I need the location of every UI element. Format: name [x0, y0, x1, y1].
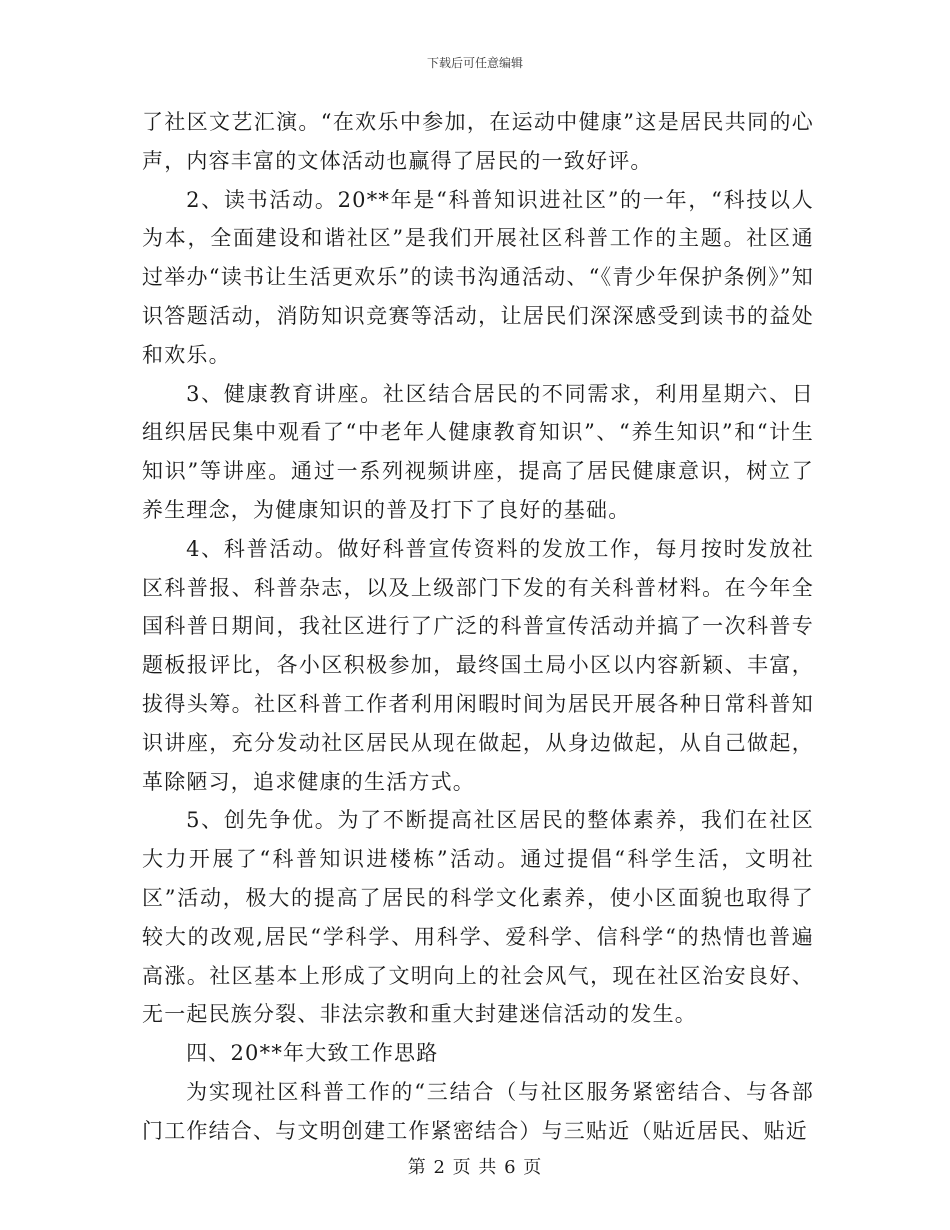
paragraph: 为实现社区科普工作的“三结合（与社区服务紧密结合、与各部门工作结合、与文明创建工作紧密结合）与三贴近（贴近居民、贴近: [142, 1079, 814, 1143]
paragraph: 2、读书活动。20**年是“科普知识进社区”的一年，“科技以人为本，全面建设和谐社区”是我们开展社区科普工作的主题。社区通过举办“读书让生活更欢乐”的读书沟通活动、“《青少年保护条例》”知识答题活动，消防知识竞赛等活动，让居民们深深感受到读书的益处和欢乐。: [142, 187, 814, 367]
paragraph: 5、创先争优。为了不断提高社区居民的整体素养，我们在社区大力开展了“科普知识进楼栋”活动。通过提倡“科学生活，文明社区”活动，极大的提高了居民的科学文化素养，使小区面貌也取得了较大的改观,居民“学科学、用科学、爱科学、信科学“的热情也普遍高涨。社区基本上形成了文明向上的社会风气，现在社区治安良好、无一起民族分裂、非法宗教和重大封建迷信活动的发生。: [142, 808, 814, 1027]
paragraph: 3、健康教育讲座。社区结合居民的不同需求，利用星期六、日组织居民集中观看了“中老年人健康教育知识”、“养生知识”和“计生知识”等讲座。通过一系列视频讲座，提高了居民健康意识，树立了养生理念，为健康知识的普及打下了良好的基础。: [142, 381, 814, 522]
body-text: [142, 103, 814, 1151]
paragraph: 4、科普活动。做好科普宣传资料的发放工作，每月按时发放社区科普报、科普杂志，以及上级部门下发的有关科普材料。在今年全国科普日期间，我社区进行了广泛的科普宣传活动并搞了一次科普专题板报评比，各小区积极参加，最终国土局小区以内容新颖、丰富，拔得头筹。社区科普工作者利用闲暇时间为居民开展各种日常科普知识讲座，充分发动社区居民从现在做起，从身边做起，从自己做起，革除陋习，追求健康的生活方式。: [142, 536, 814, 794]
paragraph: 了社区文艺汇演。“在欢乐中参加，在运动中健康”这是居民共同的心声，内容丰富的文体活动也赢得了居民的一致好评。: [142, 110, 814, 173]
page-footer: 第 2 页 共 6 页: [407, 1157, 543, 1178]
page-header: 下载后可任意编辑: [426, 56, 523, 70]
section-heading: 四、20**年大致工作思路: [186, 1041, 439, 1066]
